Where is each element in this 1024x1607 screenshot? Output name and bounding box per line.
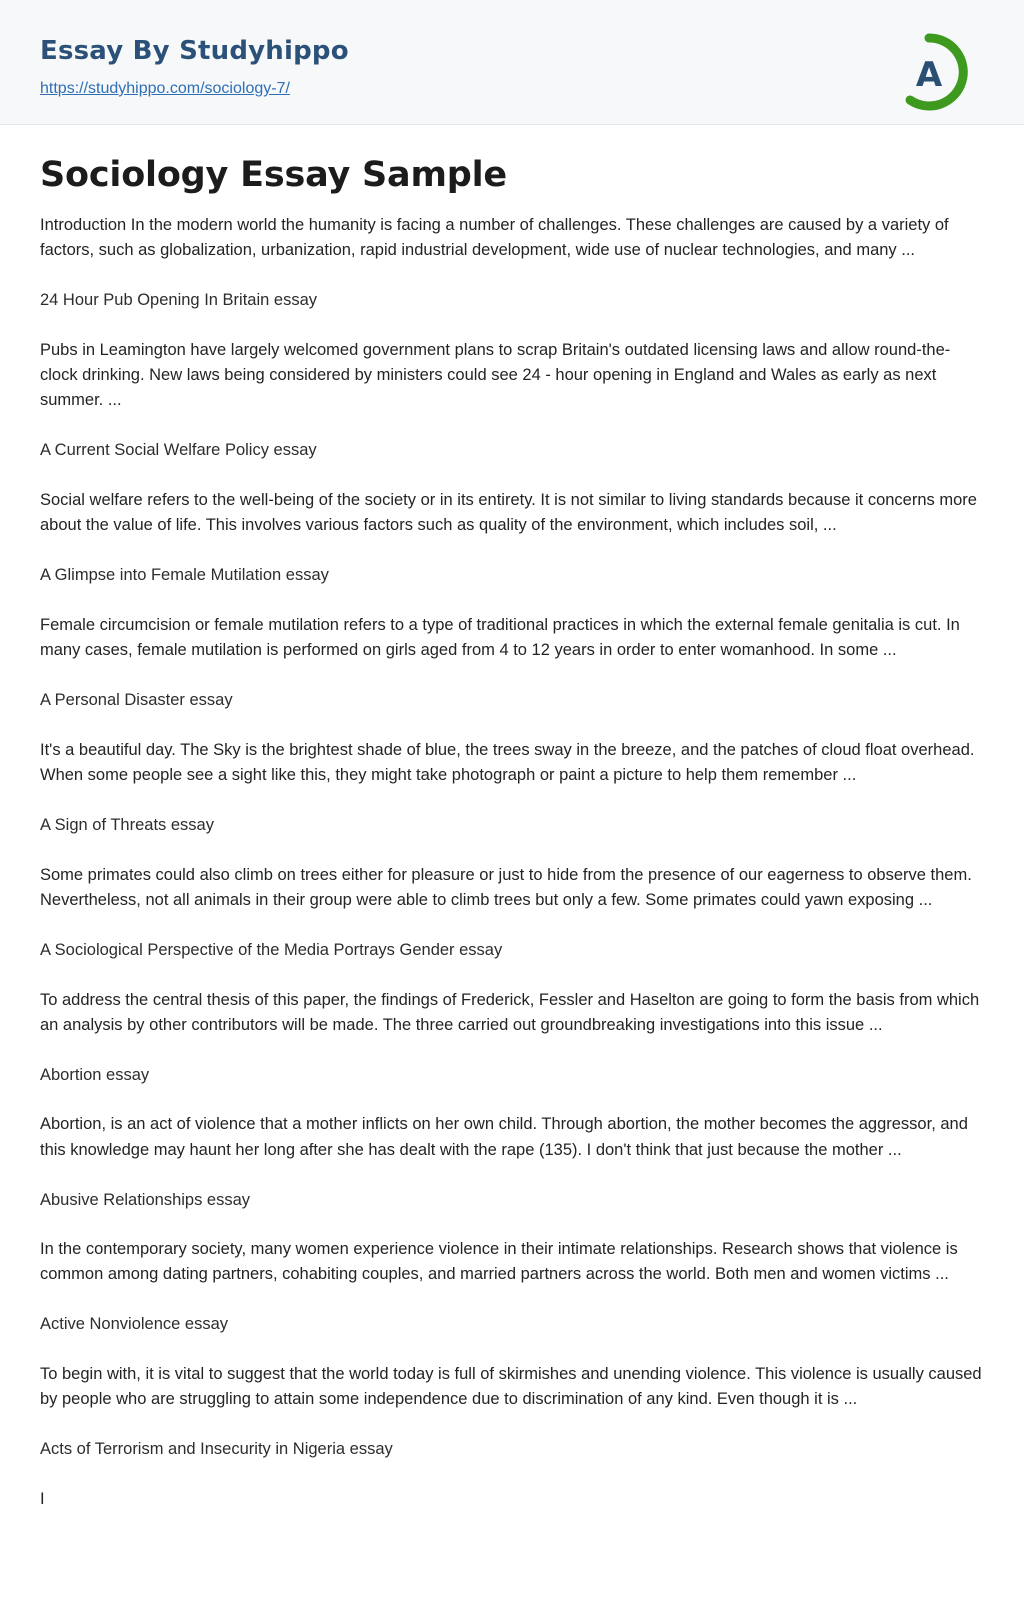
list-item-title: A Sociological Perspective of the Media Portrays Gender essay [40, 940, 503, 959]
list-item-title: A Sign of Threats essay [40, 815, 214, 834]
list-item-excerpt: In the contemporary society, many women experience violence in their intimate relationships. Research shows that violence is common among dating partners, cohabiting couples, and married partners across the world. Both men and women victims ... [40, 1240, 958, 1284]
list-item-title: 24 Hour Pub Opening In Britain essay [40, 291, 317, 310]
list-item-title: A Current Social Welfare Policy essay [40, 441, 317, 460]
list-item-excerpt: Some primates could also climb on trees either for pleasure or just to hide from the presence of our eagerness to observe them. Nevertheless, not all animals in their group were able to climb trees but only a few. Some primates could yawn exposing ... [40, 865, 972, 909]
list-item-title: A Glimpse into Female Mutilation essay [40, 566, 329, 585]
studyhippo-a-logo-icon [884, 32, 974, 114]
svg-text:A: A [915, 55, 943, 95]
list-item-excerpt: Pubs in Leamington have largely welcomed government plans to scrap Britain's outdated licensing laws and allow round-the-clock drinking. New laws being considered by ministers could see 24 - hour opening in England and Wales as early as next summer. ... [40, 340, 951, 410]
list-item-title: Abusive Relationships essay [40, 1190, 251, 1209]
document-content [0, 125, 1024, 1607]
source-url-link[interactable]: https://studyhippo.com/sociology-7/ [40, 80, 290, 97]
list-item-excerpt: It's a beautiful day. The Sky is the brightest shade of blue, the trees sway in the breeze, and the patches of cloud float overhead. When some people see a sight like this, they might take photograph or paint a picture to help them remember ... [40, 740, 975, 784]
list-item-excerpt: Abortion, is an act of violence that a mother inflicts on her own child. Through abortion, the mother becomes the aggressor, and this knowledge may haunt her long after she has dealt with the rape (135). I don't think that just because the mother ... [40, 1115, 968, 1159]
list-item-excerpt: Female circumcision or female mutilation refers to a type of traditional practices in which the external female genitalia is cut. In many cases, female mutilation is performed on girls aged from 4 to 12 years in order to enter womanhood. In some ... [40, 615, 960, 659]
list-item-excerpt: I [40, 1490, 45, 1509]
list-item-excerpt: To address the central thesis of this paper, the findings of Frederick, Fessler and Haselton are going to form the basis from which an analysis by other contributors will be made. The three carried out groundbreaking investigations into this issue ... [40, 990, 980, 1034]
list-item-title: A Personal Disaster essay [40, 690, 233, 709]
page-header [0, 0, 1024, 125]
list-item-excerpt: Social welfare refers to the well-being of the society or in its entirety. It is not similar to living standards because it concerns more about the value of life. This involves various factors such as quality of the environment, which includes soil, ... [40, 490, 977, 534]
list-item-title: Active Nonviolence essay [40, 1315, 229, 1334]
brand-block [40, 30, 349, 98]
list-item-title: Abortion essay [40, 1065, 150, 1084]
list-item-title: Acts of Terrorism and Insecurity in Nigeria essay [40, 1440, 393, 1459]
intro-paragraph: Introduction In the modern world the humanity is facing a number of challenges. These challenges are caused by a variety of factors, such as globalization, urbanization, rapid industrial development, wide use of nuclear technologies, and many ... [40, 216, 949, 260]
page-title: Sociology Essay Sample [40, 155, 507, 195]
bottom-spacer [40, 1537, 984, 1567]
brand-title: Essay By Studyhippo [40, 36, 349, 66]
list-item-excerpt: To begin with, it is vital to suggest that the world today is full of skirmishes and unending violence. This violence is usually caused by people who are struggling to attain some independence due to discrimination of any kind. Even though it is ... [40, 1365, 982, 1409]
